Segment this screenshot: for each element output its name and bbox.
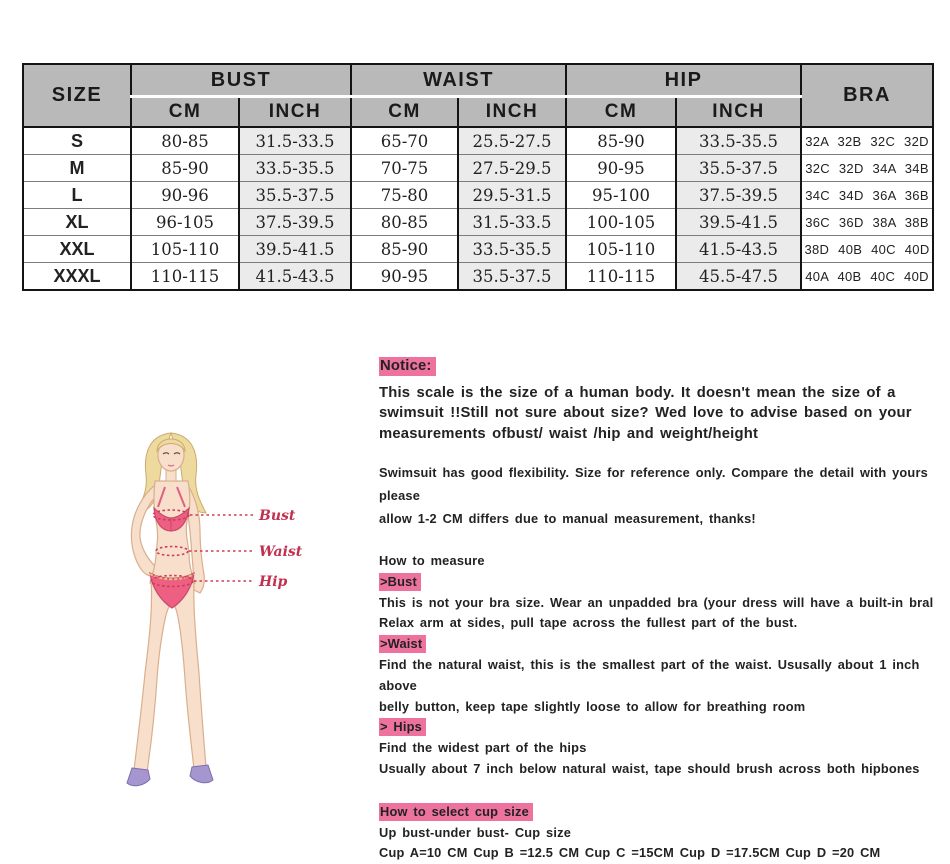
cup-size-line: Cup A=10 CM Cup B =12.5 CM Cup C =15CM Cup D =17.5CM Cup D =20 CM	[379, 845, 881, 861]
waist-cm-header: CM	[351, 97, 458, 128]
column-header-size: SIZE	[23, 64, 131, 127]
waist-inch-cell: 33.5-35.5	[458, 236, 566, 263]
bra-cell: 32A 32B 32C 32D	[801, 127, 933, 155]
size-cell: L	[23, 182, 131, 209]
hip-label: Hip	[259, 574, 288, 590]
hip-inch-header: INCH	[676, 97, 801, 128]
bust-cm-cell: 85-90	[131, 155, 239, 182]
instructions-section	[379, 356, 935, 864]
bra-cell: 32C 32D 34A 34B	[801, 155, 933, 182]
waist-cm-cell: 70-75	[351, 155, 458, 182]
bra-cell: 40A 40B 40C 40D	[801, 263, 933, 291]
table-row	[23, 155, 933, 182]
bust-instruction-line: Relax arm at sides, pull tape across the fullest part of the bust.	[379, 615, 798, 631]
bust-label: Bust	[259, 508, 296, 524]
hip-cm-cell: 85-90	[566, 127, 676, 155]
hips-instruction-line: Find the widest part of the hips	[379, 740, 587, 756]
bra-cell: 34C 34D 36A 36B	[801, 182, 933, 209]
header-row-units	[23, 97, 933, 128]
column-header-waist: WAIST	[351, 64, 566, 97]
how-to-measure-block	[379, 551, 935, 780]
cup-size-block	[379, 802, 935, 864]
hip-cm-cell: 105-110	[566, 236, 676, 263]
notice-line: swimsuit !!Still not sure about size? Wed love to advise based on your	[379, 405, 912, 421]
size-cell: M	[23, 155, 131, 182]
waist-instruction-line: belly button, keep tape slightly loose to allow for breathing room	[379, 698, 806, 714]
bra-cell: 36C 36D 38A 38B	[801, 209, 933, 236]
flexibility-note	[379, 461, 935, 530]
bust-inch-header: INCH	[239, 97, 351, 128]
waist-inch-cell: 31.5-33.5	[458, 209, 566, 236]
table-row	[23, 236, 933, 263]
figure-torso	[150, 481, 195, 590]
bust-instruction-line: This is not your bra size. Wear an unpadded bra (your dress will have a built-in bral	[379, 594, 934, 610]
hip-cm-cell: 95-100	[566, 182, 676, 209]
bust-inch-cell: 33.5-35.5	[239, 155, 351, 182]
column-header-bra: BRA	[801, 64, 933, 127]
notice-line: This scale is the size of a human body. It doesn't mean the size of a	[379, 384, 896, 401]
waist-label: Waist	[259, 544, 303, 560]
waist-cm-cell: 65-70	[351, 127, 458, 155]
bust-section-label: >Bust	[379, 572, 935, 593]
flexibility-line: allow 1-2 CM differs due to manual measurement, thanks!	[379, 511, 756, 526]
bust-inch-cell: 41.5-43.5	[239, 263, 351, 291]
bust-cm-cell: 105-110	[131, 236, 239, 263]
size-cell: XXXL	[23, 263, 131, 291]
hip-inch-cell: 39.5-41.5	[676, 209, 801, 236]
hips-instruction-line: Usually about 7 inch below natural waist, tape should brush across both hipbones	[379, 760, 920, 776]
size-chart-table-section	[22, 63, 934, 291]
table-row	[23, 209, 933, 236]
hip-cm-cell: 100-105	[566, 209, 676, 236]
size-cell: XXL	[23, 236, 131, 263]
hip-inch-cell: 35.5-37.5	[676, 155, 801, 182]
bust-inch-cell: 35.5-37.5	[239, 182, 351, 209]
waist-cm-cell: 85-90	[351, 236, 458, 263]
cup-size-title: How to select cup size	[379, 802, 935, 823]
size-cell: XL	[23, 209, 131, 236]
header-row-groups	[23, 64, 933, 97]
notice-paragraph	[379, 383, 935, 445]
table-row	[23, 127, 933, 155]
notice-line: measurements ofbust/ waist /hip and weight/height	[379, 425, 759, 442]
hip-inch-cell: 45.5-47.5	[676, 263, 801, 291]
hip-inch-cell: 41.5-43.5	[676, 236, 801, 263]
notice-title: Notice:	[379, 357, 436, 376]
table-row	[23, 263, 933, 291]
size-chart-table	[22, 63, 934, 291]
hip-inch-cell: 33.5-35.5	[676, 127, 801, 155]
column-header-hip: HIP	[566, 64, 801, 97]
waist-inch-cell: 29.5-31.5	[458, 182, 566, 209]
bust-cm-cell: 80-85	[131, 127, 239, 155]
hip-cm-header: CM	[566, 97, 676, 128]
bust-cm-cell: 110-115	[131, 263, 239, 291]
bust-inch-cell: 39.5-41.5	[239, 236, 351, 263]
figure-legs	[134, 581, 206, 772]
waist-inch-header: INCH	[458, 97, 566, 128]
figure-illustration	[103, 423, 403, 833]
bust-inch-cell: 31.5-33.5	[239, 127, 351, 155]
column-header-bust: BUST	[131, 64, 351, 97]
waist-instruction-line: Find the natural waist, this is the smallest part of the waist. Ususally about 1 inch above	[379, 656, 920, 693]
size-cell: S	[23, 127, 131, 155]
bust-cm-cell: 90-96	[131, 182, 239, 209]
bust-cm-header: CM	[131, 97, 239, 128]
waist-cm-cell: 90-95	[351, 263, 458, 291]
cup-size-line: Up bust-under bust- Cup size	[379, 824, 572, 840]
waist-inch-cell: 35.5-37.5	[458, 263, 566, 291]
measurement-figure-section	[103, 423, 403, 833]
waist-inch-cell: 25.5-27.5	[458, 127, 566, 155]
bra-cell: 38D 40B 40C 40D	[801, 236, 933, 263]
flexibility-line: Swimsuit has good flexibility. Size for reference only. Compare the detail with yours please	[379, 465, 928, 503]
bust-inch-cell: 37.5-39.5	[239, 209, 351, 236]
hips-section-label: > Hips	[379, 717, 935, 738]
waist-inch-cell: 27.5-29.5	[458, 155, 566, 182]
table-row	[23, 182, 933, 209]
waist-cm-cell: 75-80	[351, 182, 458, 209]
waist-cm-cell: 80-85	[351, 209, 458, 236]
hip-cm-cell: 90-95	[566, 155, 676, 182]
hip-inch-cell: 37.5-39.5	[676, 182, 801, 209]
notice-block	[379, 356, 935, 444]
hip-cm-cell: 110-115	[566, 263, 676, 291]
waist-section-label: >Waist	[379, 634, 935, 655]
how-to-measure-title: How to measure	[379, 553, 485, 568]
bust-cm-cell: 96-105	[131, 209, 239, 236]
